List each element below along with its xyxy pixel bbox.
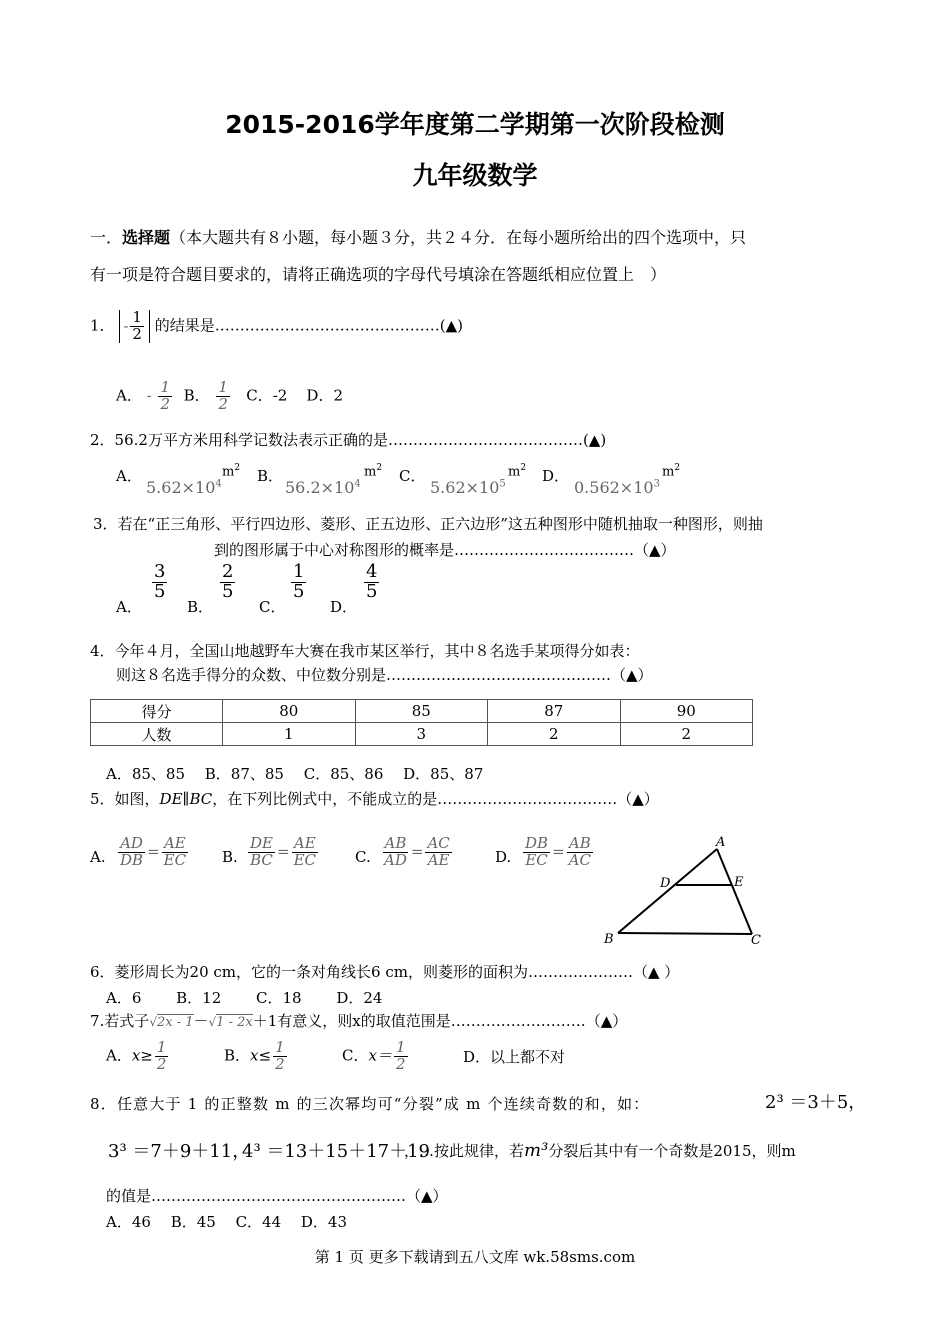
side-ab — [618, 849, 717, 933]
q2-option-d-value: $0.562\times 10^3$ — [574, 478, 660, 497]
q7-opt-d: D．以上都不对 — [463, 1048, 566, 1066]
q1-abs-prefix: - — [123, 317, 129, 336]
exam-subtitle: 九年级数学 — [412, 161, 538, 190]
q1-opt-a-num: 1 — [160, 378, 171, 396]
section-header — [90, 225, 746, 248]
section-name: 选择题 — [122, 228, 171, 247]
q1-opt-d: D．2 — [306, 386, 343, 405]
label-b: B — [604, 932, 614, 947]
label-d: D — [660, 876, 671, 891]
q3-line-2: 到的图形属于中心对称图形的概率是………………………………（▲） — [214, 541, 676, 559]
q3-opt-d-label: D． — [330, 598, 358, 616]
q2-option-c-unit: $m^2$ — [508, 463, 527, 480]
table-cell: 80 — [223, 700, 356, 723]
q8-example-1: 2³ ＝3＋5， — [765, 1092, 867, 1113]
q8-line-3: 的值是……………………………………………（▲） — [106, 1187, 448, 1205]
q3-opt-a-frac: $\frac{3}{5}$ — [154, 561, 166, 602]
q3-opt-a-label: A． — [116, 598, 142, 616]
q7-radicand-1: 2x - 1 — [156, 1015, 194, 1030]
q2-option-b-unit: $m^2$ — [364, 463, 383, 480]
q1-opt-a-prefix: - — [146, 386, 152, 405]
table-row — [91, 700, 753, 723]
q5-opt-b: $\frac{DE}{BC}$ = $\frac{AE}{EC}$ — [250, 834, 316, 869]
q2-option-c-value: $5.62\times 10^5$ — [430, 478, 506, 497]
label-c: C — [751, 933, 761, 948]
q6-options: A．6 B．12 C．18 D．24 — [106, 989, 383, 1007]
label-e: E — [734, 875, 744, 890]
q3-opt-b-label: B． — [187, 598, 214, 616]
q1-options — [116, 380, 343, 413]
q5-opt-b-label: B. — [222, 848, 238, 866]
q8-line-1: 8．任意大于 1 的正整数 m 的三次幂均可“分裂”成 m 个连续奇数的和，如： — [90, 1095, 650, 1113]
q8-m-cubed: m³ — [524, 1140, 549, 1161]
side-bc — [618, 933, 752, 934]
q5-opt-c-label: C. — [355, 848, 371, 866]
table-cell: 90 — [620, 700, 753, 723]
q4-line-2: 则这８名选手得分的众数、中位数分别是………………………………………（▲） — [116, 666, 653, 684]
q4-line-1: 4．今年４月，全国山地越野车大赛在我市某区举行，其中８名选手某项得分如表： — [90, 642, 640, 660]
q8-options: A．46 B．45 C．44 D．43 — [106, 1213, 348, 1231]
table-cell: 3 — [355, 723, 488, 746]
section-desc-2: 有一项是符合题目要求的，请将正确选项的字母代号填涂在答题纸相应位置上 ） — [90, 265, 667, 284]
q1-opt-b-label: B． — [183, 386, 210, 405]
q5-opt-c: $\frac{AB}{AD}$ = $\frac{AC}{AE}$ — [384, 834, 450, 869]
table-cell: 2 — [620, 723, 753, 746]
q1-absolute-value — [119, 310, 150, 343]
q7-opt-b: B．x≤ $\frac{1}{2}$ — [224, 1038, 285, 1073]
table-cell: 87 — [488, 700, 621, 723]
q4-score-table — [90, 699, 753, 746]
q7-opt-c: C．x＝ $\frac{1}{2}$ — [342, 1038, 406, 1073]
q3-opt-b-frac: $\frac{2}{5}$ — [222, 561, 234, 602]
q2-option-c-label: C． — [399, 467, 426, 485]
q3-line-1: 3．若在“正三角形、平行四边形、菱形、正五边形、正六边形”这五种图形中随机抽取一种图形，则抽 — [93, 515, 763, 533]
page-footer: 第 1 页 更多下载请到五八文库 wk.58sms.com — [314, 1248, 636, 1266]
q2-option-d-label: D． — [542, 467, 570, 485]
q1-frac-num: 1 — [132, 308, 142, 326]
q7-opt-a: A．x≥ $\frac{1}{2}$ — [106, 1038, 167, 1073]
table-cell: 人数 — [91, 723, 223, 746]
exam-title: 2015-2016学年度第二学期第一次阶段检测 — [225, 110, 725, 139]
table-cell: 得分 — [91, 700, 223, 723]
question-2: 2．56.2万平方米用科学记数法表示正确的是…………………………………(▲) — [90, 431, 607, 449]
q3-opt-c-label: C． — [259, 598, 286, 616]
q4-options: A．85、85 B．87、85 C．85、86 D．85、87 — [106, 765, 484, 783]
table-cell: 1 — [223, 723, 356, 746]
question-6: 6．菱形周长为20 cm，它的一条对角线长6 cm，则菱形的面积为…………………（▲ ） — [90, 963, 680, 981]
q3-opt-c-frac: $\frac{1}{5}$ — [293, 561, 305, 602]
section-lead: 一． — [90, 228, 123, 247]
side-ac — [717, 849, 752, 934]
table-cell: 85 — [355, 700, 488, 723]
q1-opt-b-den: 2 — [218, 394, 228, 413]
q3-opt-d-frac: $\frac{4}{5}$ — [366, 561, 378, 602]
question-1 — [90, 310, 463, 343]
q7-radicand-2: 1 - 2x — [216, 1015, 253, 1030]
q5-opt-d-label: D. — [495, 848, 512, 866]
q1-opt-b-num: 1 — [218, 378, 228, 396]
q1-opt-a-den: 2 — [160, 394, 171, 413]
q8-example-3: 4³ ＝13＋15＋17＋19 — [242, 1141, 431, 1162]
q1-text: 的结果是………………………………………(▲) — [154, 316, 463, 335]
q1-frac-den: 2 — [132, 324, 142, 343]
q2-option-a-label: A． — [116, 467, 142, 485]
q2-option-b-label: B． — [257, 467, 284, 485]
label-a: A — [716, 835, 726, 850]
section-desc-1: （本大题共有８小题，每小题３分，共２４分．在每小题所给出的四个选项中，只 — [170, 228, 747, 247]
q2-option-d-unit: $m^2$ — [662, 463, 681, 480]
q1-opt-c: C．-2 — [246, 386, 288, 405]
q8-example-2: 3³ ＝7＋9＋11， — [108, 1141, 251, 1162]
q5-opt-a-label: A. — [90, 848, 106, 866]
q1-opt-a-label: A． — [116, 386, 142, 405]
q2-option-a-value: $5.62\times 10^4$ — [146, 478, 222, 497]
question-5: 5．如图，DE∥BC，在下列比例式中，不能成立的是………………………………（▲） — [90, 790, 659, 808]
q2-option-a-unit: $m^2$ — [222, 463, 241, 480]
q1-number: 1． — [90, 316, 115, 335]
q5-triangle-figure — [596, 832, 776, 952]
q2-option-b-value: $56.2\times 10^4$ — [285, 478, 361, 497]
q5-de-parallel-bc: DE∥BC — [159, 790, 213, 808]
q5-opt-a: $\frac{AD}{DB}$ = $\frac{AE}{EC}$ — [120, 834, 187, 869]
q5-opt-d: $\frac{DB}{EC}$ = $\frac{AB}{AC}$ — [525, 834, 591, 869]
table-cell: 2 — [488, 723, 621, 746]
table-row — [91, 723, 753, 746]
q8-line-2: ，…按此规律，若m³分裂后其中有一个奇数是2015，则m — [404, 1140, 796, 1161]
question-7: 7.若式子√2x - 1－√1 - 2x＋1有意义，则x的取值范围是………………………（▲） — [90, 1012, 628, 1030]
